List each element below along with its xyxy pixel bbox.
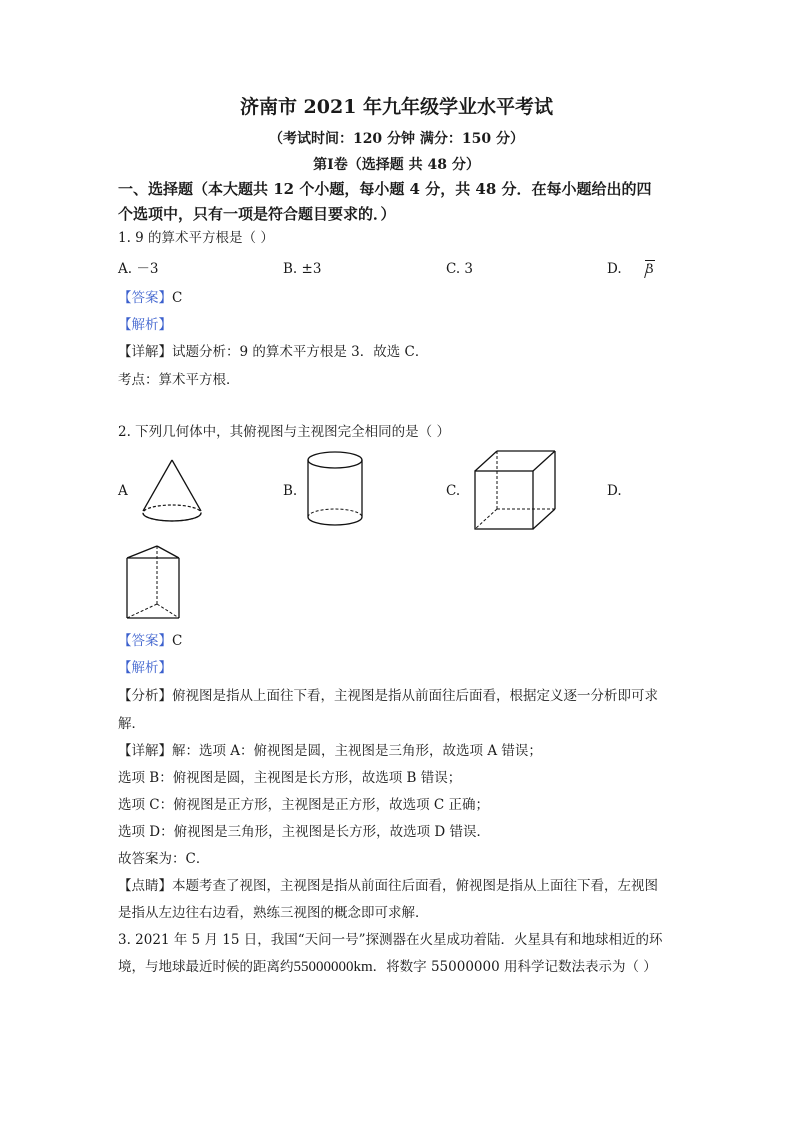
q1-option-d-label: D. <box>607 261 622 277</box>
q2-conclusion: 故答案为：C． <box>118 851 210 867</box>
cylinder-figure <box>305 450 365 528</box>
q3-line2-post: ．将数字 55000000 用科学记数法表示为（ ） <box>372 959 657 975</box>
q1-option-d <box>607 260 653 278</box>
q2-option-b: B. <box>283 483 298 499</box>
cone-figure <box>140 458 204 524</box>
section-heading-line2: 个选项中，只有一项是符合题目要求的．） <box>118 205 396 223</box>
q3-distance: 55000000km <box>293 959 373 975</box>
q1-option-b: B. ±3 <box>283 261 322 277</box>
q2-detail-line2: 选项 B：俯视图是圆，主视图是长方形，故选项 B 错误； <box>118 770 462 786</box>
q2-option-d: D. <box>607 483 622 499</box>
exam-title: 济南市 2021 年九年级学业水平考试 <box>239 96 554 118</box>
q3-line2 <box>118 958 657 976</box>
q1-answer: C <box>172 290 183 306</box>
q1-option-d-radicand: 3 <box>645 261 654 277</box>
q1-answer-tag: 【答案】 <box>118 290 172 306</box>
q2-stem: 2. 下列几何体中，其俯视图与主视图完全相同的是（ ） <box>118 424 450 440</box>
q2-answer-tag: 【答案】 <box>118 633 172 649</box>
q2-option-a: A <box>118 483 128 499</box>
section-heading-line1: 一、选择题（本大题共 12 个小题，每小题 4 分，共 48 分．在每小题给出的四 <box>118 180 652 198</box>
q1-analysis-tag: 【解析】 <box>118 317 172 333</box>
q2-dianjing-line1: 【点睛】本题考查了视图，主视图是指从前面往后面看，俯视图是指从上面往下看，左视图 <box>118 878 658 894</box>
triangular-prism-figure <box>122 542 184 622</box>
q2-option-c: C. <box>446 483 461 499</box>
q2-fenxi-line2: 解． <box>118 716 145 732</box>
q1-option-a: A. －3 <box>118 261 159 277</box>
q2-fenxi-line1: 【分析】俯视图是指从上面往下看，主视图是指从前面往后面看，根据定义逐一分析即可求 <box>118 688 658 704</box>
volume-heading: 第Ⅰ卷（选择题 共 48 分） <box>313 157 480 173</box>
q1-stem: 1. 9 的算术平方根是（ ） <box>118 230 274 246</box>
q1-detail: 【详解】试题分析：9 的算术平方根是 3．故选 C． <box>118 344 429 360</box>
q2-detail-line1: 【详解】解：选项 A：俯视图是圆，主视图是三角形，故选项 A 错误； <box>118 743 542 759</box>
q2-detail-line4: 选项 D：俯视图是三角形，主视图是长方形，故选项 D 错误． <box>118 824 491 840</box>
q1-point: 考点：算术平方根． <box>118 372 240 388</box>
q1-option-c: C. 3 <box>446 261 474 277</box>
q2-analysis-tag: 【解析】 <box>118 660 172 676</box>
cube-figure <box>470 448 560 532</box>
sqrt-symbol <box>636 260 654 278</box>
q2-answer-line <box>118 632 182 650</box>
q1-answer-line <box>118 289 182 307</box>
q2-dianjing-line2: 是指从左边往右边看，熟练三视图的概念即可求解． <box>118 905 429 921</box>
q2-answer: C <box>172 633 183 649</box>
q3-line2-pre: 境，与地球最近时候的距离约 <box>118 959 294 975</box>
q2-detail-line3: 选项 C：俯视图是正方形，主视图是正方形，故选项 C 正确； <box>118 797 490 813</box>
exam-info: （考试时间：120 分钟 满分：150 分） <box>268 131 525 147</box>
q3-line1: 3. 2021 年 5 月 15 日，我国“天问一号”探测器在火星成功着陆．火星具有和地球相近的环 <box>118 932 663 948</box>
